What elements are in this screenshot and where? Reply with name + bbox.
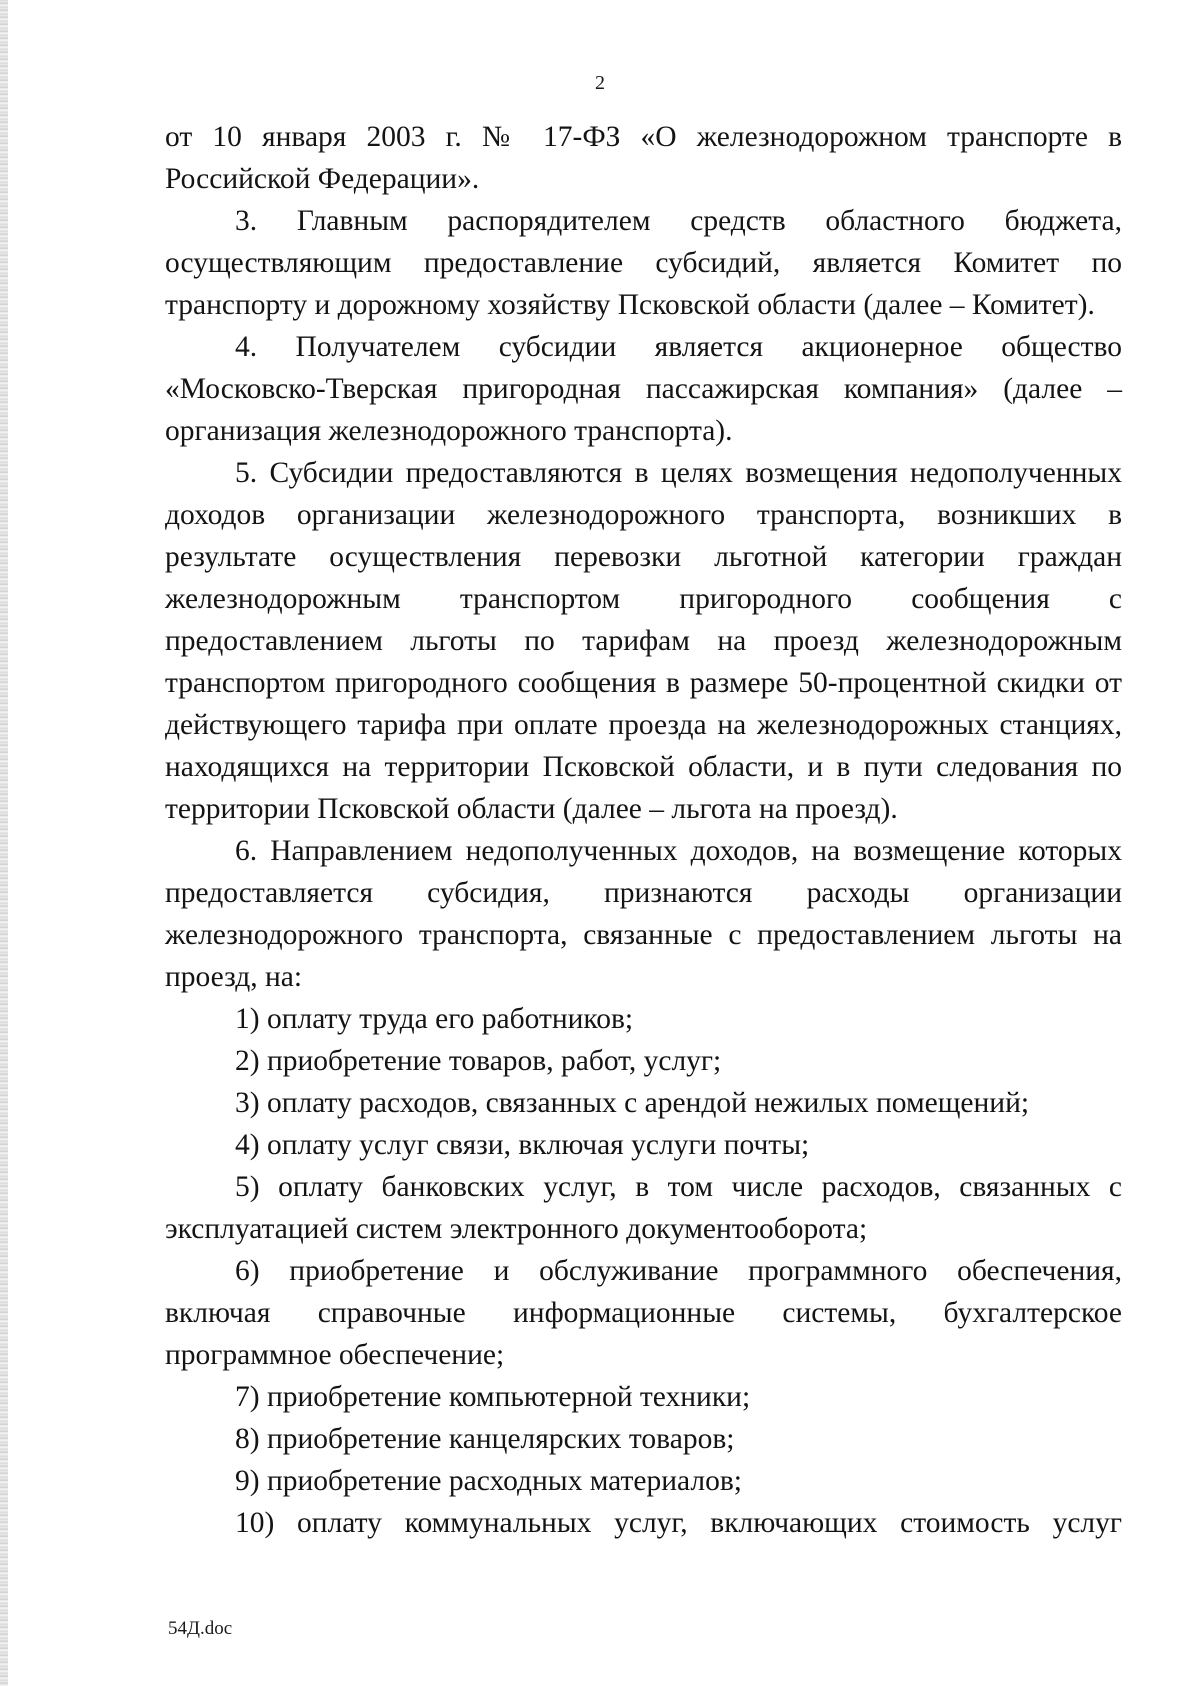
list-item-1: 1) оплату труда его работников; [235, 1003, 634, 1035]
document-body [165, 116, 1122, 1544]
list-item-9: 9) приобретение расходных материалов; [235, 1465, 742, 1497]
list-item-5: 5) оплату банковских услуг, в том числе расходов, связанных с эксплуатацией систем электронного документооборота; [165, 1171, 1122, 1245]
list-item-6: 6) приобретение и обслуживание программного обеспечения, включая справочные информационные системы, бухгалтерское программное обеспечение; [165, 1255, 1122, 1371]
paragraph-5-subsidy-purpose: 5. Субсидии предоставляются в целях возмещения недополученных доходов организации железнодорожного транспорта, возникших в результате осуществления перевозки льготной категории граждан железнодорожным транспортом пригородного сообщения с предоставлением льготы по тарифам на проезд железнодорожным транспортом пригородного сообщения в размере 50-процентной скидки от действующего тарифа при оплате проезда на железнодорожных станциях, находящихся на территории Псковской области, и в пути следования по территории Псковской области (далее – льгота на проезд). [165, 457, 1122, 825]
scan-edge-artifact [0, 0, 8, 1686]
list-item-7: 7) приобретение компьютерной техники; [235, 1381, 751, 1413]
list-item-2: 2) приобретение товаров, работ, услуг; [235, 1045, 722, 1077]
list-item-10: 10) оплату коммунальных услуг, включающих стоимость услуг [235, 1507, 1122, 1539]
paragraph-law-reference: от 10 января 2003 г. № 17-ФЗ «О железнодорожном транспорте в Российской Федерации». [165, 121, 1122, 195]
paragraph-6-expense-directions: 6. Направлением недополученных доходов, на возмещение которых предоставляется субсидия, признаются расходы организации железнодорожного транспорта, связанные с предоставлением льготы на проезд, на: [165, 835, 1122, 993]
list-item-4: 4) оплату услуг связи, включая услуги почты; [235, 1129, 810, 1161]
list-item-3: 3) оплату расходов, связанных с арендой нежилых помещений; [235, 1087, 1030, 1119]
footer-filename: 54Д.doc [168, 1618, 233, 1639]
paragraph-4-subsidy-recipient: 4. Получателем субсидии является акционерное общество «Московско-Тверская пригородная пассажирская компания» (далее – организация железнодорожного транспорта). [165, 331, 1122, 447]
paragraph-3-main-administrator: 3. Главным распорядителем средств областного бюджета, осуществляющим предоставление субсидий, является Комитет по транспорту и дорожному хозяйству Псковской области (далее – Комитет). [165, 205, 1122, 321]
list-item-8: 8) приобретение канцелярских товаров; [235, 1423, 735, 1455]
page-number: 2 [595, 72, 605, 94]
